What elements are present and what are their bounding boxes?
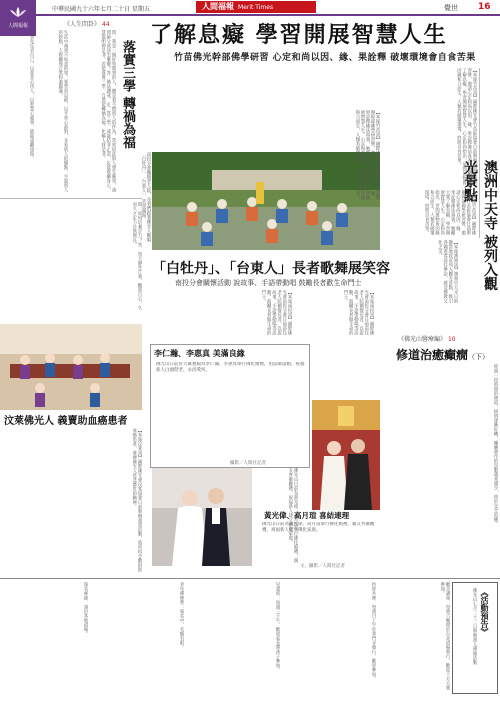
- elderly-activity-photo: [152, 152, 380, 250]
- elderly-subheadline: 南投分會關懷活動 說故事、手語帶動唱 鼓勵長者歡生命鬥士: [175, 279, 362, 287]
- wedding-2-body: 佛光山日前為黃光偉、高月瑄舉行佛化婚禮，親友齊聚觀禮，祝福新人建立佛化家庭。: [262, 522, 375, 533]
- header-divider: [36, 14, 500, 16]
- healing-tag: [398, 334, 456, 343]
- bottom-column-2: 抄經共修：每週日上午於普門寺舉行，歡迎參加。: [371, 582, 376, 681]
- temple-body: 【本報澳洲訊】澳洲中天寺日前獲當地政府列入觀光景點，吸引各國遊客前往參訪，感受佛教文化之美。: [437, 240, 458, 303]
- bottom-divider: [0, 578, 500, 579]
- issue-date: 中華民國九十六年七月二十日 星期五: [52, 6, 150, 13]
- logo-name: 人間福報: [7, 23, 28, 29]
- wedding-1-photo: [152, 468, 252, 566]
- wedding-1-body: 佛光山日前於大雄寶殿為李仁瀚、李惠真舉行佛化婚禮，由法師證婚，祝福新人白頭偕老、永浴愛河。: [156, 362, 305, 374]
- bottom-column-4: 青年禪修營：報名中，名額有限。: [179, 582, 184, 650]
- charity-headline: 汶萊佛光人 義賣助血癌患者: [4, 416, 128, 427]
- masthead: [196, 1, 316, 13]
- healing-headline: [396, 346, 489, 363]
- main-headline: 了解息癡 學習開展智慧人生: [150, 22, 448, 48]
- bottom-column-3: 兒童班：每週三下午，歡迎家長帶孩子參加。: [275, 582, 280, 672]
- column-body-1: 問：我是一個好管閒事的人，總是看不慣別人的作為，常常因此與人發生衝突，請問師父我該怎麼辦？答：佛法講戒、定、慧三學，戒能防非止惡，定能收攝身心，慧能明辨是非。若能落實三學，自然能轉禍為福，化解人我是非。: [100, 30, 116, 192]
- column-body-4: 問：如何培養定力？答：每天靜坐片刻，觀照自心，久而久之定力自然增長。: [131, 202, 142, 310]
- masthead-english: Merit Times: [238, 4, 274, 11]
- charity-sale-photo: [0, 324, 142, 410]
- wedding-1-headline: 李仁瀚、李惠真 美滿良緣: [154, 349, 245, 358]
- temple-headline: 澳洲中天寺 被列入觀光景點: [462, 160, 498, 291]
- elderly-photo-caption: 南投分會關懷老人院，長者們跟著佛光人歡唱「白牡丹」、「台東人」，笑容滿面。: [141, 152, 151, 242]
- healing-title: 修道治癒癲癇: [396, 348, 469, 362]
- lotus-icon: [9, 6, 27, 18]
- events-item: 佛光山七月二十二日舉辦萬人禪修活動: [472, 588, 477, 665]
- healing-tag-label: 《佛光山醫療編》: [398, 336, 447, 343]
- elderly-body-2: 【本報南投訊】國際佛光會南投分會日前前往老人院關懷長者，以說故事、手語帶動唱等活動，鼓勵長者做生命的鬥士。: [342, 290, 374, 335]
- healing-body: 經過一段時間的修道，病情逐漸好轉，癲癇發作的次數越來越少，終於完全治癒。: [493, 364, 498, 526]
- bottom-column-5: 報名專線：請洽各地道場。: [83, 582, 88, 636]
- healing-title-suffix: （下）: [468, 353, 490, 361]
- wedding-2-byline: 文、攝影／人間社記者: [300, 564, 345, 569]
- column-tag-number: 44: [101, 21, 110, 28]
- page-number: 16: [478, 2, 491, 12]
- wedding-2-headline: 黃光偉、高月瑄 喜結連理: [264, 511, 350, 520]
- healing-tag-number: 10: [447, 336, 456, 343]
- column-body-2: 生活中遇到不如意的事，要學習忍耐，以平常心面對，多看別人的優點，少說別人的缺點，人際關係自然和諧圓滿。: [57, 30, 68, 192]
- section-title: 覺世: [444, 4, 458, 12]
- column-tag-label: 《人生問卦》: [64, 21, 101, 28]
- masthead-title: 人間福報: [202, 2, 234, 11]
- column-body-3: 凡事先反省自己，以慈悲心待人，以智慧心處事，就能遠離煩惱。: [29, 30, 34, 161]
- column-tag: [64, 19, 110, 28]
- elderly-body: 【本報南投訊】國際佛光會南投分會日前前往老人院關懷長者，以說故事、手語帶動唱等活動，鼓勵長者做生命的鬥士。: [260, 290, 292, 335]
- bottom-column-1: 觀音講座：每週六晚間於台北道場舉行，歡迎十方大眾參加。: [439, 582, 450, 690]
- wedding-2-sidebar-text: 佛光山日前為黃光偉、高月瑄舉行佛化婚禮，親友齊聚觀禮，祝福新人建立佛化家庭。: [287, 468, 298, 563]
- wedding-2-photo: [312, 400, 380, 510]
- wedding-1-byline: 攝影／人間社記者: [230, 461, 266, 466]
- main-article-body: 【本報竹苗訊】國際佛光會竹苗區協會日前舉辦幹部佛學研習營，邀請心定和尚以因、緣、果詮釋佛法真義，勉勵大眾了解息癡，學習開展智慧人生。心定和尚指出，世間萬物皆因緣和合而生，人類若破壞環境，終將自食苦果。: [456, 68, 477, 185]
- main-article-body-2: 【本報竹苗訊】國際佛光會竹苗區協會日前舉辦幹部佛學研習營，邀請心定和尚以因、緣、果詮釋佛法真義，勉勵大眾了解息癡，學習開展智慧人生。心定和尚指出，世間萬物皆因緣和合而生，人類若破壞環境，終將自食苦果。: [424, 190, 476, 235]
- main-photo-caption: 【本報竹苗訊】國際佛光會竹苗區協會日前舉辦幹部佛學研習營，邀請心定和尚以因、緣、果詮釋佛法真義，勉勵大眾了解息癡，學習開展智慧人生。心定和尚指出，世間萬物皆因緣和合而生，人類若破壞環境，終將自食苦果。: [355, 110, 380, 200]
- main-subheadline: 竹苗佛光幹部佛學研習 心定和尚以因、緣、果詮釋 破壞環境會自食苦果: [174, 53, 476, 63]
- events-title: 《活動預告》: [480, 588, 490, 636]
- elderly-headline: 「白牡丹」、「台東人」長者歌舞展笑容: [152, 261, 390, 277]
- charity-body: 【本報汶萊訊】國際佛光會汶萊協會日前舉辦義賣活動，將所得全數捐助血癌患者，發揮佛光人慈悲濟世的精神。: [131, 428, 142, 572]
- column-headline: 落實三學 轉禍為福: [120, 40, 135, 149]
- column-divider: [0, 198, 142, 199]
